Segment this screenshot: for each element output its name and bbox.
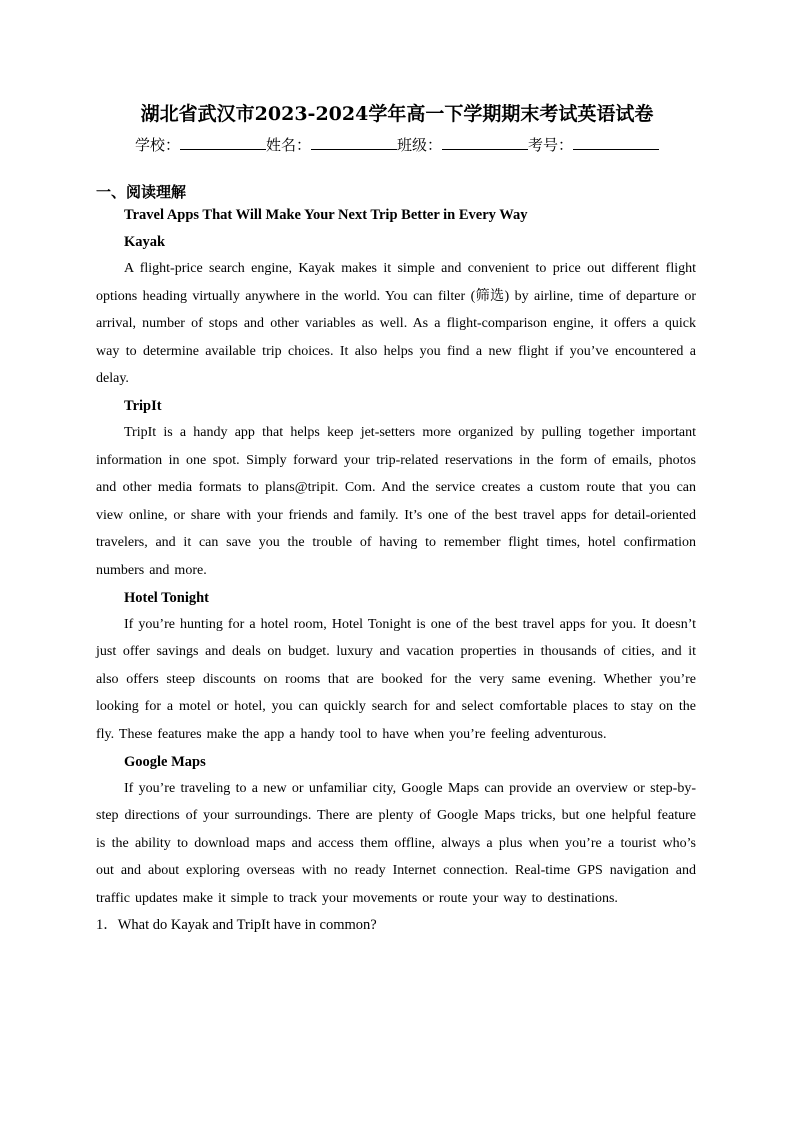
class-label: 班级： [397, 136, 443, 154]
app-paragraph-hotel-tonight: If you’re hunting for a hotel room, Hotel Tonight is one of the best travel apps for you. It doesn’t just offer savings and deals on budget. luxury and vacation properties in thousands of cities, and it also offers steep discounts on rooms that are booked for the very same evening. Whether you’re looking for a motel or hotel, you can quickly search for and select comfortable places to stay on the fly. These features make the app a handy tool to have when you’re feeling adventurous. [96, 616, 696, 742]
app-heading-hotel-tonight: Hotel Tonight [124, 589, 210, 606]
reading-passage [96, 202, 696, 938]
section-heading: 一、阅读理解 [96, 183, 187, 201]
class-blank[interactable] [442, 135, 528, 150]
exam-number-label: 考号： [528, 136, 574, 154]
exam-title: 湖北省武汉市2023-2024学年高一下学期期末考试英语试卷 [140, 103, 654, 125]
student-info-line [0, 133, 794, 157]
app-paragraph-tripit: TripIt is a handy app that helps keep jet-setters more organized by pulling together important information in one spot. Simply forward your trip-related reservations in the form of emails, photos and other media formats to plans@tripit. Com. And the service creates a custom route that you can view online, or share with your friends and family. It’s one of the best travel apps for detail-oriented travelers, and it can save you the trouble of having to remember flight times, hotel confirmation numbers and more. [96, 424, 696, 578]
exam-number-blank[interactable] [573, 135, 659, 150]
app-heading-kayak: Kayak [124, 234, 166, 250]
name-blank[interactable] [311, 135, 397, 150]
app-paragraph-google-maps: If you’re traveling to a new or unfamiliar city, Google Maps can provide an overview or step-by-step directions of your surroundings. There are plenty of Google Maps tricks, but one helpful feature is the ability to download maps and access them offline, always a plus when you’re a tourist who’s out and about exploring overseas with no ready Internet connection. Real-time GPS navigation and traffic updates make it simple to track your movements or route your way to destinations. [96, 780, 696, 906]
school-blank[interactable] [180, 135, 266, 150]
school-label: 学校： [134, 136, 180, 154]
app-heading-google-maps: Google Maps [124, 753, 206, 770]
app-heading-tripit: TripIt [124, 397, 162, 414]
question-1: 1．What do Kayak and TripIt have in common? [96, 917, 377, 934]
app-paragraph-kayak: A flight-price search engine, Kayak makes it simple and convenient to price out different flight options heading virtually anywhere in the world. You can filter (筛选) by airline, time of departure or arrival, number of stops and other variables as well. As a flight-comparison engine, it offers a quick way to determine available trip choices. It also helps you find a new flight if you’ve encountered a delay. [96, 261, 696, 387]
article-title: Travel Apps That Will Make Your Next Trip Better in Every Way [124, 207, 528, 223]
name-label: 姓名： [265, 136, 311, 154]
